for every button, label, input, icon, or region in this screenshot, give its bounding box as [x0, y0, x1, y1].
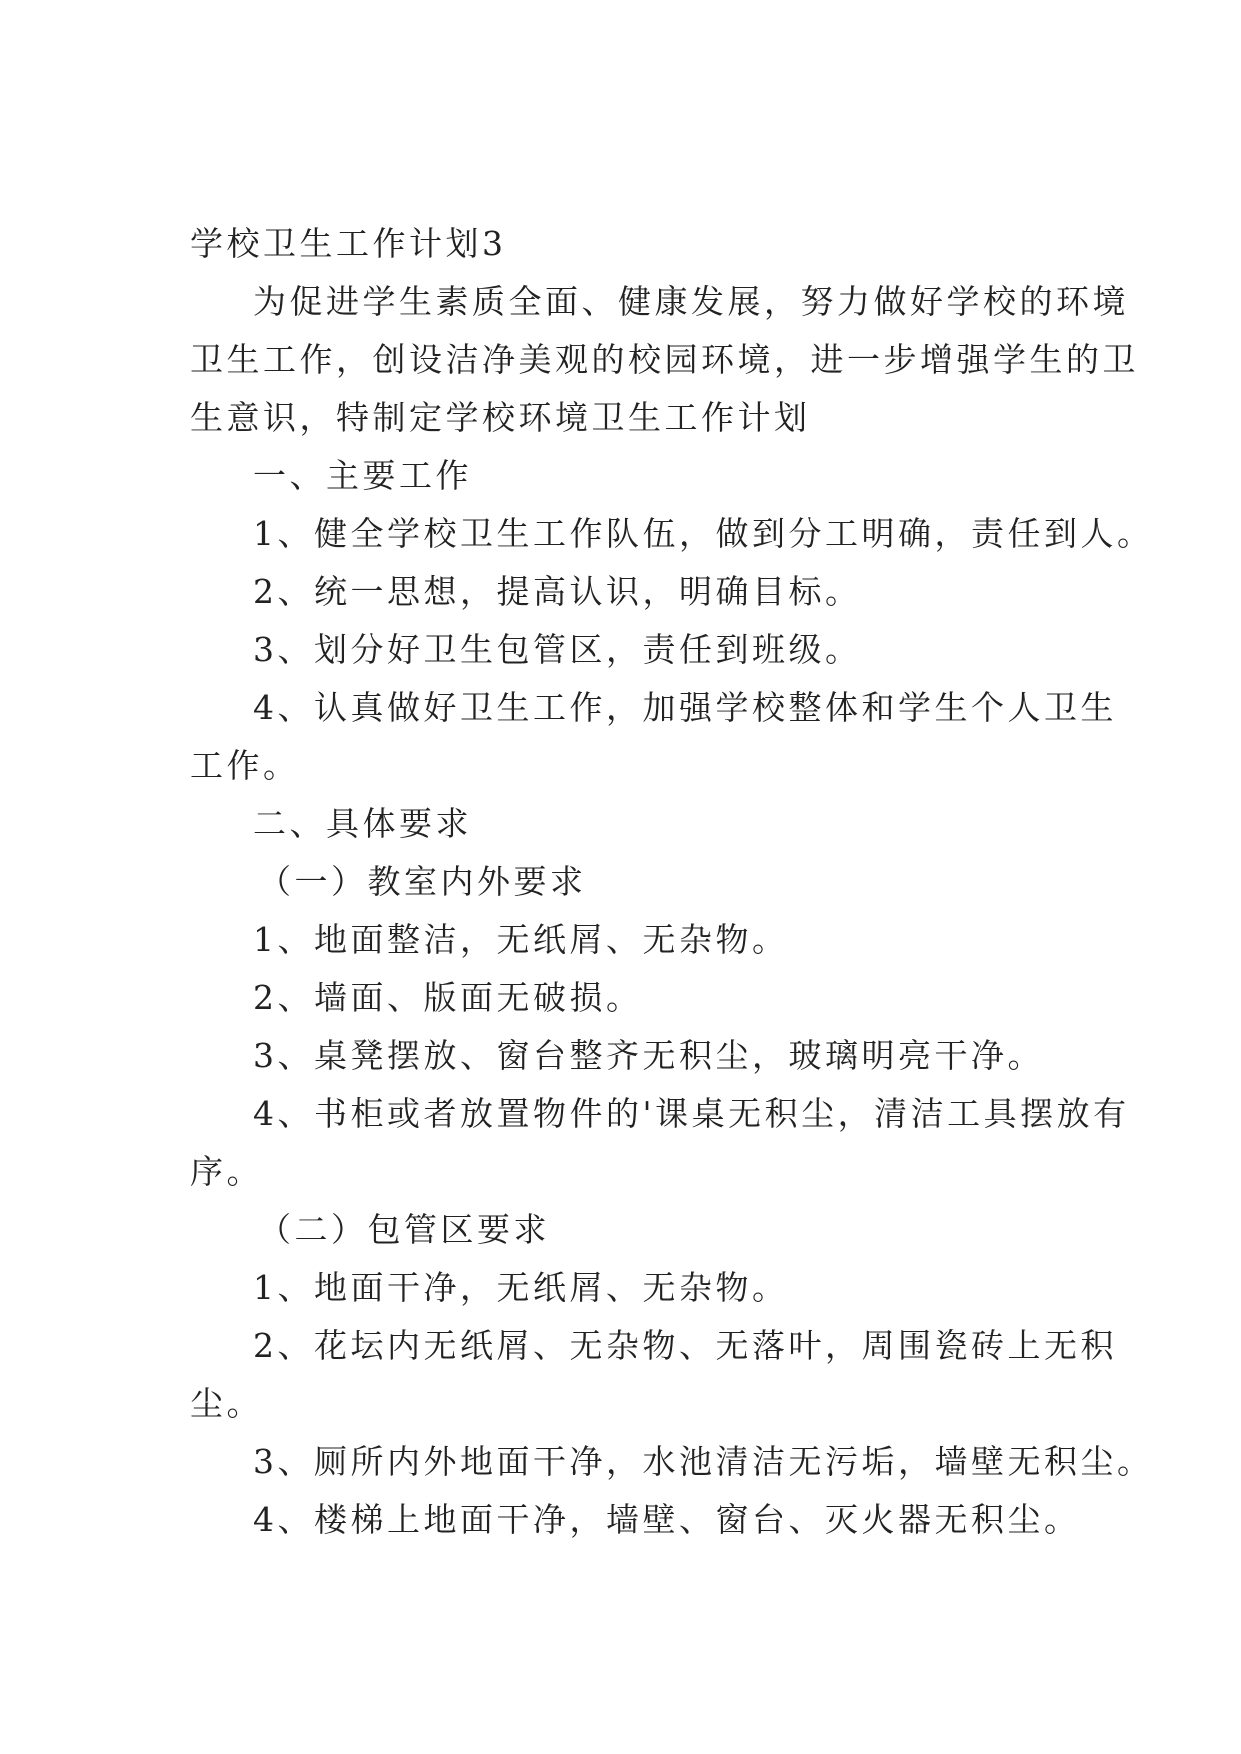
intro-line-3: 生意识，特制定学校环境卫生工作计划 [190, 398, 811, 437]
subsection-1-item-4-cont: 序。 [190, 1152, 263, 1191]
subsection-2-item-4: 4、楼梯上地面干净，墙壁、窗台、灭火器无积尘。 [253, 1500, 1081, 1539]
subsection-2-heading: （二）包管区要求 [258, 1210, 550, 1249]
intro-line-2: 卫生工作，创设洁净美观的校园环境，进一步增强学生的卫 [190, 340, 1139, 379]
subsection-2-item-2-cont: 尘。 [190, 1384, 263, 1423]
subsection-2-item-1: 1、地面干净，无纸屑、无杂物。 [253, 1268, 789, 1307]
section-1-item-4: 4、认真做好卫生工作，加强学校整体和学生个人卫生 [253, 688, 1117, 727]
section-1-item-2: 2、统一思想，提高认识，明确目标。 [253, 572, 862, 611]
section-1-item-3: 3、划分好卫生包管区，责任到班级。 [253, 630, 862, 669]
section-1-item-4-cont: 工作。 [190, 746, 300, 785]
subsection-2-item-2: 2、花坛内无纸屑、无杂物、无落叶，周围瓷砖上无积 [253, 1326, 1117, 1365]
section-2-heading: 二、具体要求 [253, 804, 472, 843]
subsection-1-item-4: 4、书柜或者放置物件的'课桌无积尘，清洁工具摆放有 [253, 1094, 1130, 1133]
subsection-1-heading: （一）教室内外要求 [258, 862, 587, 901]
subsection-1-item-3: 3、桌凳摆放、窗台整齐无积尘，玻璃明亮干净。 [253, 1036, 1044, 1075]
section-1-item-1: 1、健全学校卫生工作队伍，做到分工明确，责任到人。 [253, 514, 1154, 553]
subsection-1-item-2: 2、墙面、版面无破损。 [253, 978, 643, 1017]
section-1-heading: 一、主要工作 [253, 456, 472, 495]
document-title: 学校卫生工作计划3 [190, 224, 507, 263]
intro-line-1: 为促进学生素质全面、健康发展，努力做好学校的环境 [253, 282, 1129, 321]
subsection-2-item-3: 3、厕所内外地面干净，水池清洁无污垢，墙壁无积尘。 [253, 1442, 1154, 1481]
subsection-1-item-1: 1、地面整洁，无纸屑、无杂物。 [253, 920, 789, 959]
